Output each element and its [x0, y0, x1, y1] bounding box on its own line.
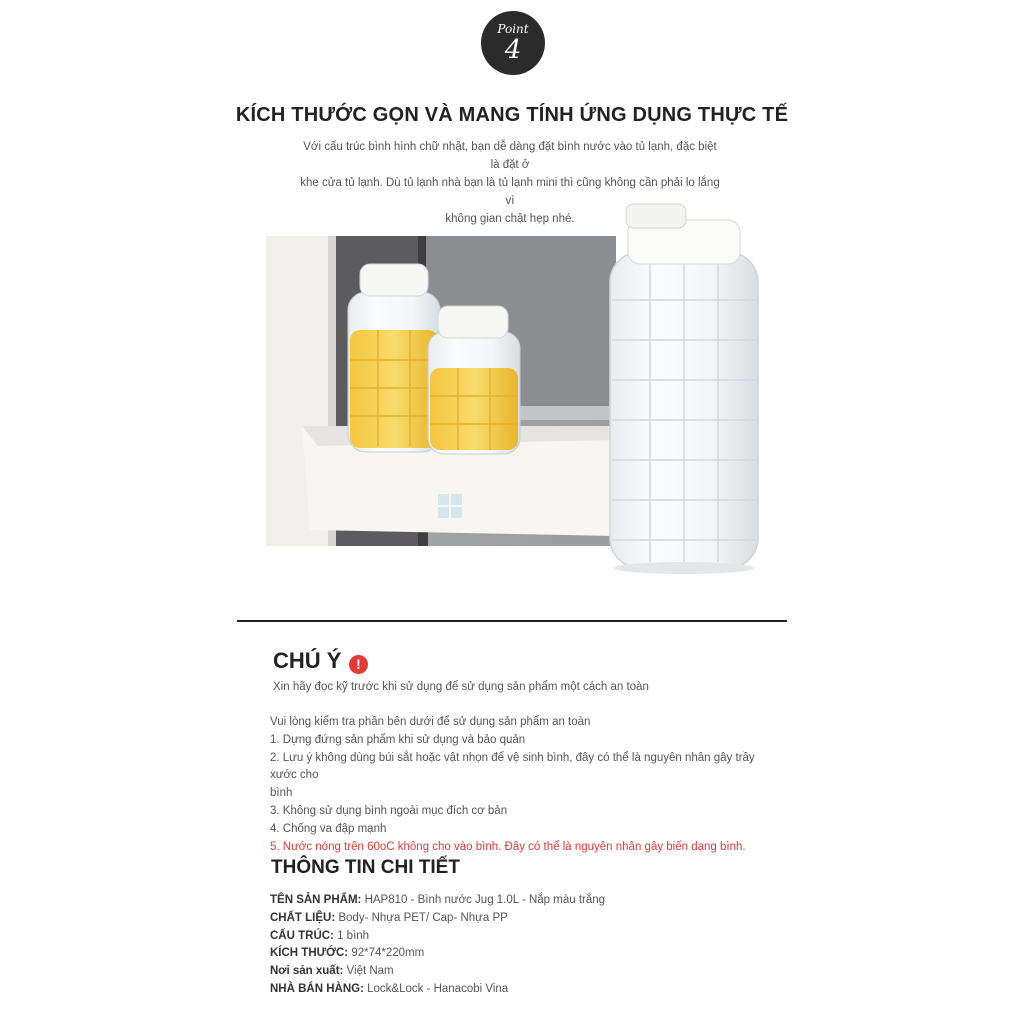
list-item: 2. Lưu ý không dùng búi sắt hoặc vật nhọn để vệ sinh bình, đây có thể là nguyên nhân gây trầy xước cho: [270, 751, 755, 782]
point-number: 4: [504, 35, 522, 65]
danger-list-item: 5. Nước nóng trên 60oC không cho vào bình. Đây có thể là nguyên nhân gây biến dạng bình.: [270, 840, 746, 853]
spec-key: TÊN SẢN PHẨM:: [270, 894, 362, 906]
point-badge: [481, 11, 545, 75]
intro-line: không gian chật hẹp nhé.: [445, 213, 575, 225]
spec-value: Lock&Lock - Hanacobi Vina: [363, 982, 509, 995]
spec-row: [270, 945, 605, 963]
spec-row: [270, 928, 605, 946]
intro-line: khe cửa tủ lạnh. Dù tủ lạnh nhà bạn là tủ lạnh mini thì cũng không cần phải lo lắng vì: [300, 177, 720, 207]
list-item: Vui lòng kiểm tra phần bên dưới để sử dụng sản phẩm an toàn: [270, 716, 591, 728]
warning-title: CHÚ Ý: [273, 648, 342, 673]
spec-key: CẤU TRÚC:: [270, 929, 334, 942]
info-title: THÔNG TIN CHI TIẾT: [271, 857, 460, 878]
warning-list: [270, 714, 760, 856]
spec-key: NHÀ BÁN HÀNG:: [270, 982, 364, 995]
spec-row: [270, 963, 605, 981]
spec-key: Nơi sản xuất:: [270, 965, 344, 978]
list-item: 4. Chống va đập mạnh: [270, 822, 387, 835]
point-label: Point: [497, 22, 529, 36]
section-divider: [237, 620, 787, 622]
exclamation-icon: !: [349, 655, 368, 674]
product-photo: [266, 200, 766, 580]
spec-list: [270, 892, 605, 999]
list-item: bình: [270, 787, 293, 800]
warning-subtitle: Xin hãy đọc kỹ trước khi sử dụng để sử dụng sản phẩm một cách an toàn: [273, 681, 649, 693]
spec-row: [270, 892, 605, 910]
spec-key: CHẤT LIỆU:: [270, 911, 336, 924]
spec-key: KÍCH THƯỚC:: [270, 947, 349, 960]
spec-value: Việt Nam: [343, 965, 394, 978]
spec-row: [270, 981, 605, 999]
spec-value: Body- Nhựa PET/ Cap- Nhựa PP: [335, 911, 508, 924]
section-headline: KÍCH THƯỚC GỌN VÀ MANG TÍNH ỨNG DỤNG THỰC TẾ: [235, 104, 789, 126]
spec-value: 92*74*220mm: [348, 947, 425, 960]
intro-line: Với cấu trúc bình hình chữ nhật, bạn dễ dàng đặt bình nước vào tủ lạnh, đặc biệt là đặt ở: [303, 141, 717, 171]
list-item: 3. Không sử dụng bình ngoài mục đích cơ bản: [270, 804, 508, 817]
spec-value: HAP810 - Bình nước Jug 1.0L - Nắp màu trắng: [361, 894, 606, 906]
fridge-door-jugs-illustration: [266, 200, 766, 580]
spec-row: [270, 910, 605, 928]
spec-value: 1 bình: [333, 929, 370, 942]
list-item: 1. Dựng đứng sản phẩm khi sử dụng và bảo quản: [270, 733, 526, 746]
